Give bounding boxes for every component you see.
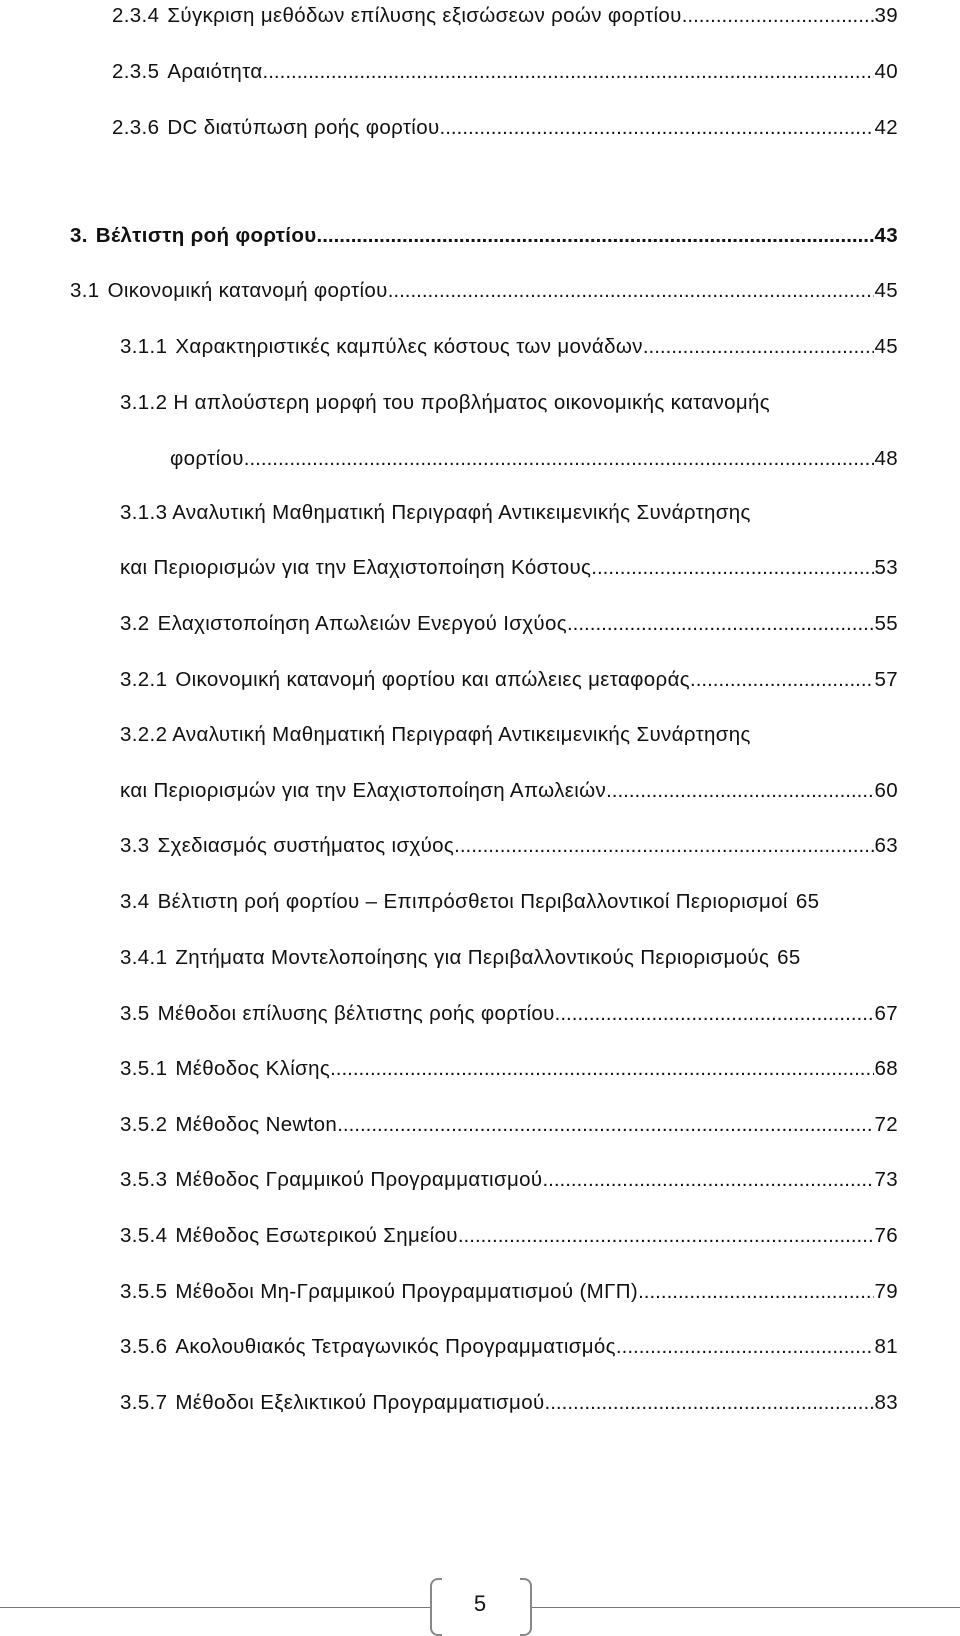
toc-entry-number: 3.4.1 [120, 946, 168, 969]
toc-entry-3-5-4[interactable] [120, 1222, 898, 1250]
toc-entry-number: 3.5.1 [120, 1057, 168, 1080]
toc-entry-3-1[interactable] [70, 277, 898, 305]
toc-entry-3-5[interactable] [120, 1000, 898, 1028]
toc-entry-number: 3.5.2 [120, 1113, 168, 1136]
toc-entry-3-2-2-line2[interactable] [120, 777, 898, 805]
toc-entry-3-1-1[interactable] [120, 333, 898, 361]
toc-entry-number: 3.5.3 [120, 1168, 168, 1191]
toc-entry-title: Αναλυτική Μαθηματική Περιγραφή Αντικειμενικής Συνάρτησης [172, 723, 751, 746]
toc-entry-3-5-6[interactable] [120, 1333, 898, 1361]
toc-entry-page: 76 [874, 1224, 898, 1247]
dot-leader [458, 1222, 875, 1250]
dot-leader [317, 222, 875, 250]
toc-entry-title: Ζητήματα Μοντελοποίησης για Περιβαλλοντικούς Περιορισμούς [175, 946, 770, 969]
toc-entry-3-2-2-line1[interactable] [120, 721, 751, 749]
toc-entry-page: 40 [874, 60, 898, 83]
toc-entry-3-5-3[interactable] [120, 1166, 898, 1194]
toc-entry-page: 45 [874, 335, 898, 358]
toc-entry-number: 3.4 [120, 890, 150, 913]
toc-entry-title: Οικονομική κατανομή φορτίου και απώλειες μεταφοράς [175, 668, 690, 691]
toc-entry-number: 3.2.1 [120, 668, 168, 691]
toc-entry-page: 68 [874, 1057, 898, 1080]
dot-leader [682, 2, 875, 30]
toc-entry-number: 2.3.6 [112, 116, 160, 139]
dot-leader [263, 58, 875, 86]
toc-entry-number: 3.1.3 [120, 501, 168, 524]
toc-entry-title: DC διατύπωση ροής φορτίου [167, 116, 440, 139]
dot-leader [643, 333, 875, 361]
toc-entry-page: 67 [874, 1002, 898, 1025]
dot-leader [555, 1000, 875, 1028]
toc-entry-2-3-4[interactable] [112, 2, 898, 30]
toc-entry-3-1-2-line1[interactable] [120, 389, 770, 417]
toc-entry-number: 3.5.5 [120, 1280, 168, 1303]
toc-entry-number: 3.5.6 [120, 1335, 168, 1358]
toc-entry-page: 65 [777, 946, 801, 969]
dot-leader [591, 554, 874, 582]
toc-entry-title: Βέλτιστη ροή φορτίου [95, 224, 317, 247]
toc-entry-number: 2.3.5 [112, 60, 160, 83]
toc-entry-title: Σχεδιασμός συστήματος ισχύος [157, 834, 455, 857]
toc-entry-title: Η απλούστερη μορφή του προβλήματος οικονομικής κατανομής [173, 391, 771, 414]
page-number: 5 [473, 1591, 487, 1616]
toc-entry-3-5-7[interactable] [120, 1389, 898, 1417]
toc-entry-3-5-2[interactable] [120, 1111, 898, 1139]
toc-entry-page: 43 [874, 224, 898, 247]
toc-chapter-3[interactable] [70, 222, 898, 250]
dot-leader [545, 1389, 875, 1417]
toc-entry-title: Μέθοδος Κλίσης [175, 1057, 331, 1080]
toc-entry-number: 3.1 [70, 279, 100, 302]
toc-entry-title: Μέθοδος Γραμμικού Προγραμματισμού [175, 1168, 543, 1191]
toc-entry-3-1-3-line1[interactable] [120, 499, 751, 527]
toc-entry-page: 57 [874, 668, 898, 691]
toc-entry-page: 65 [795, 890, 820, 913]
dot-leader [690, 666, 874, 694]
toc-entry-2-3-6[interactable] [112, 114, 898, 142]
toc-entry-page: 83 [874, 1391, 898, 1414]
toc-entry-number: 3.2.2 [120, 723, 168, 746]
toc-entry-number: 3.3 [120, 834, 150, 857]
toc-entry-number: 3.1.2 [120, 391, 168, 414]
toc-entry-number: 3.5.7 [120, 1391, 168, 1414]
footer-rule-left [0, 1607, 430, 1608]
dot-leader [638, 1278, 874, 1306]
toc-entry-3-4[interactable] [120, 888, 898, 916]
dot-leader [454, 832, 874, 860]
toc-entry-title: Μέθοδοι επίλυσης βέλτιστης ροής φορτίου [157, 1002, 555, 1025]
toc-entry-title: Αναλυτική Μαθηματική Περιγραφή Αντικειμενικής Συνάρτησης [172, 501, 751, 524]
toc-entry-page: 60 [874, 779, 898, 802]
toc-entry-title: και Περιορισμών για την Ελαχιστοποίηση Κόστους [120, 556, 592, 579]
toc-entry-title: Ακολουθιακός Τετραγωνικός Προγραμματισμός [175, 1335, 616, 1358]
toc-entry-2-3-5[interactable] [112, 58, 898, 86]
toc-entry-3-4-1[interactable] [120, 944, 920, 972]
dot-leader [330, 1055, 874, 1083]
dot-leader [440, 114, 875, 142]
toc-entry-3-1-2-line2[interactable] [170, 445, 898, 473]
toc-entry-number: 3.2 [120, 612, 150, 635]
toc-entry-title: Αραιότητα [167, 60, 263, 83]
toc-entry-number: 3.1.1 [120, 335, 168, 358]
toc-entry-3-5-5[interactable] [120, 1278, 898, 1306]
toc-entry-title: Σύγκριση μεθόδων επίλυσης εξισώσεων ροών φορτίου [167, 4, 682, 27]
toc-entry-3-2-1[interactable] [120, 666, 898, 694]
toc-entry-title: Βέλτιστη ροή φορτίου – Επιπρόσθετοι Περιβαλλοντικοί Περιορισμοί [157, 890, 788, 913]
dot-leader [337, 1111, 874, 1139]
toc-entry-number: 2.3.4 [112, 4, 160, 27]
toc-entry-title: Χαρακτηριστικές καμπύλες κόστους των μονάδων [175, 335, 643, 358]
toc-entry-title: Μέθοδοι Εξελικτικού Προγραμματισμού [175, 1391, 545, 1414]
toc-entry-3-1-3-line2[interactable] [120, 554, 898, 582]
toc-entry-page: 39 [874, 4, 898, 27]
dot-leader [542, 1166, 874, 1194]
toc-entry-page: 73 [874, 1168, 898, 1191]
toc-entry-page: 72 [874, 1113, 898, 1136]
dot-leader [616, 1333, 875, 1361]
toc-entry-number: 3. [70, 224, 88, 247]
toc-entry-title: Μέθοδος Εσωτερικού Σημείου [175, 1224, 458, 1247]
toc-entry-page: 48 [874, 447, 898, 470]
toc-entry-page: 42 [874, 116, 898, 139]
dot-leader [567, 610, 875, 638]
toc-entry-title: Μέθοδος Newton [175, 1113, 338, 1136]
dot-leader [244, 445, 875, 473]
footer-rule-right [530, 1607, 960, 1608]
toc-entry-title: φορτίου [170, 447, 244, 470]
toc-entry-3-5-1[interactable] [120, 1055, 898, 1083]
dot-leader [606, 777, 874, 805]
toc-entry-number: 3.5 [120, 1002, 150, 1025]
toc-entry-page: 53 [874, 556, 898, 579]
toc-entry-3-3[interactable] [120, 832, 898, 860]
toc-entry-title: Μέθοδοι Μη-Γραμμικού Προγραμματισμού (ΜΓΠ) [175, 1280, 639, 1303]
toc-entry-page: 55 [874, 612, 898, 635]
toc-entry-title: και Περιορισμών για την Ελαχιστοποίηση Απωλειών [120, 779, 607, 802]
toc-entry-number: 3.5.4 [120, 1224, 168, 1247]
toc-entry-page: 63 [874, 834, 898, 857]
toc-entry-page: 45 [874, 279, 898, 302]
toc-entry-page: 79 [874, 1280, 898, 1303]
toc-entry-title: Ελαχιστοποίηση Απωλειών Ενεργού Ισχύος [157, 612, 567, 635]
right-brace-ornament [520, 1578, 532, 1636]
dot-leader [388, 277, 875, 305]
toc-entry-title: Οικονομική κατανομή φορτίου [107, 279, 388, 302]
toc-entry-3-2[interactable] [120, 610, 898, 638]
toc-entry-page: 81 [874, 1335, 898, 1358]
